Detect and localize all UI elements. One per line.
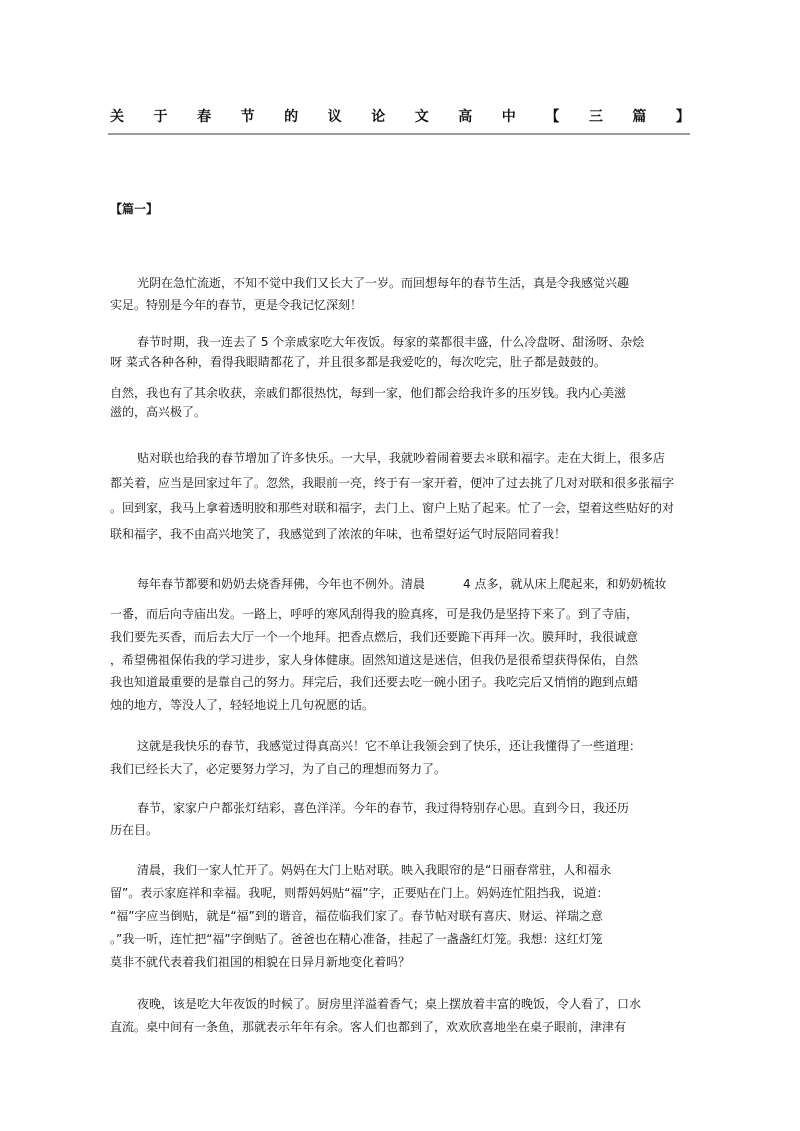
- title-char: 中: [501, 109, 516, 125]
- title-char: 【: [545, 109, 560, 125]
- section-heading: 【篇一】: [110, 202, 159, 216]
- page-title: [110, 105, 690, 127]
- title-char: 节: [240, 109, 255, 125]
- text-line: 这就是我快乐的春节，我感觉过得真高兴！它不单让我领会到了快乐，还让我懂得了一些道理：: [137, 739, 642, 753]
- text-line: 历在目。: [110, 823, 159, 837]
- text-line: 莫非不就代表着我们祖国的相貌在日异月新地变化着吗？: [110, 955, 411, 969]
- text-line: 。回到家，我马上拿着透明胶和那些对联和福字，去门上、窗户上贴了起来。忙了一会，望着这些贴好的对: [110, 501, 675, 515]
- title-char: 春: [197, 109, 212, 125]
- title-char: 篇: [632, 109, 647, 125]
- title-char: 三: [588, 109, 603, 125]
- text-line: 光阴在急忙流逝，不知不觉中我们又长大了一岁。而回想每年的春节生活，真是令我感觉兴趣: [137, 276, 630, 290]
- text-line: 。”我一听，连忙把“福”字倒贴了。爸爸也在精心准备，挂起了一盏盏红灯笼。我想：这红灯笼: [110, 932, 603, 946]
- text-line: 春节时期，我一连去了 5 个亲戚家吃大年夜饭。每家的菜都很丰盛，什么冷盘呀、甜汤呀、杂烩: [137, 335, 645, 349]
- title-char: 】: [675, 109, 690, 125]
- title-char: 论: [371, 109, 386, 125]
- text-line: “福”字应当倒贴，就是“福”到的谐音，福莅临我们家了。春节帖对联有喜庆、财运、祥瑞之意: [110, 909, 603, 923]
- title-char: 议: [327, 109, 342, 125]
- text-line: 呀 菜式各种各种，看得我眼睛都花了，并且很多都是我爱吃的，每次吃完，肚子都是鼓鼓的。: [110, 355, 606, 369]
- text-line: 联和福字，我不由高兴地笑了，我感觉到了浓浓的年味，也希望好运气时辰陪同着我！: [110, 527, 567, 541]
- text-line: 滋的，高兴极了。: [110, 405, 207, 419]
- title-char: 于: [153, 109, 168, 125]
- title-char: 关: [110, 109, 124, 125]
- title-char: 的: [284, 109, 299, 125]
- text-line: 清晨，我们一家人忙开了。妈妈在大门上贴对联。映入我眼帘的是“日丽春常驻，人和福永: [137, 863, 612, 877]
- text-line: 烛的地方，等没人了，轻轻地说上几句祝愿的话。: [110, 698, 375, 712]
- text-line: 春节，家家户户都张灯结彩，喜色洋洋。今年的春节，我过得特别存心思。直到今日，我还历: [137, 801, 630, 815]
- text-line: 自然，我也有了其余收获，亲戚们都很热忱，每到一家，他们都会给我许多的压岁钱。我内心美滋: [110, 386, 627, 400]
- title-divider: [108, 133, 690, 135]
- text-line: 我们已经长大了，必定要努力学习，为了自己的理想而努力了。: [110, 762, 447, 776]
- text-line: 每年春节都要和奶奶去烧香拜佛，今年也不例外。清晨: [137, 577, 426, 591]
- text-line: 直流。桌中间有一条鱼，那就表示年年有余。客人们也都到了，欢欢欣喜地坐在桌子眼前，津津有: [110, 1020, 627, 1034]
- text-line: 都关着，应当是回家过年了。忽然，我眼前一亮，终于有一家开着，便冲了过去挑了几对对联和很多张福字: [110, 476, 675, 490]
- text-line: 实足。特别是今年的春节，更是令我记忆深刻！: [110, 298, 363, 312]
- text-line: 贴对联也给我的春节增加了许多快乐。一大早，我就吵着闹着要去＊联和福字。走在大街上，很多店: [137, 451, 666, 465]
- title-char: 文: [414, 109, 429, 125]
- text-line: 留”。表示家庭祥和幸福。我呢，则帮妈妈贴“福”字，正要贴在门上。妈妈连忙阻挡我，说道：: [110, 886, 609, 900]
- title-char: 高: [458, 109, 473, 125]
- text-line: 我们要先买香，而后去大厅一个一个地拜。把香点燃后，我们还要跪下再拜一次。膜拜时，我很诚意: [110, 630, 639, 644]
- text-line: 夜晚，该是吃大年夜饭的时候了。厨房里洋溢着香气；桌上摆放着丰富的晚饭，令人看了，口水: [137, 997, 642, 1011]
- text-line: ，希望佛祖保佑我的学习进步，家人身体健康。固然知道这是迷信，但我仍是很希望获得保佑，自然: [110, 653, 639, 667]
- text-line: 一番，而后向寺庙出发。一路上，呼呼的寒风刮得我的脸真疼，可是我仍是坚持下来了。到了寺庙，: [110, 607, 639, 621]
- text-line: 我也知道最重要的是靠自己的努力。拜完后，我们还要去吃一碗小团子。我吃完后又悄悄的跑到点蜡: [110, 675, 639, 689]
- text-line: 4 点多，就从床上爬起来，和奶奶梳妆: [463, 577, 667, 591]
